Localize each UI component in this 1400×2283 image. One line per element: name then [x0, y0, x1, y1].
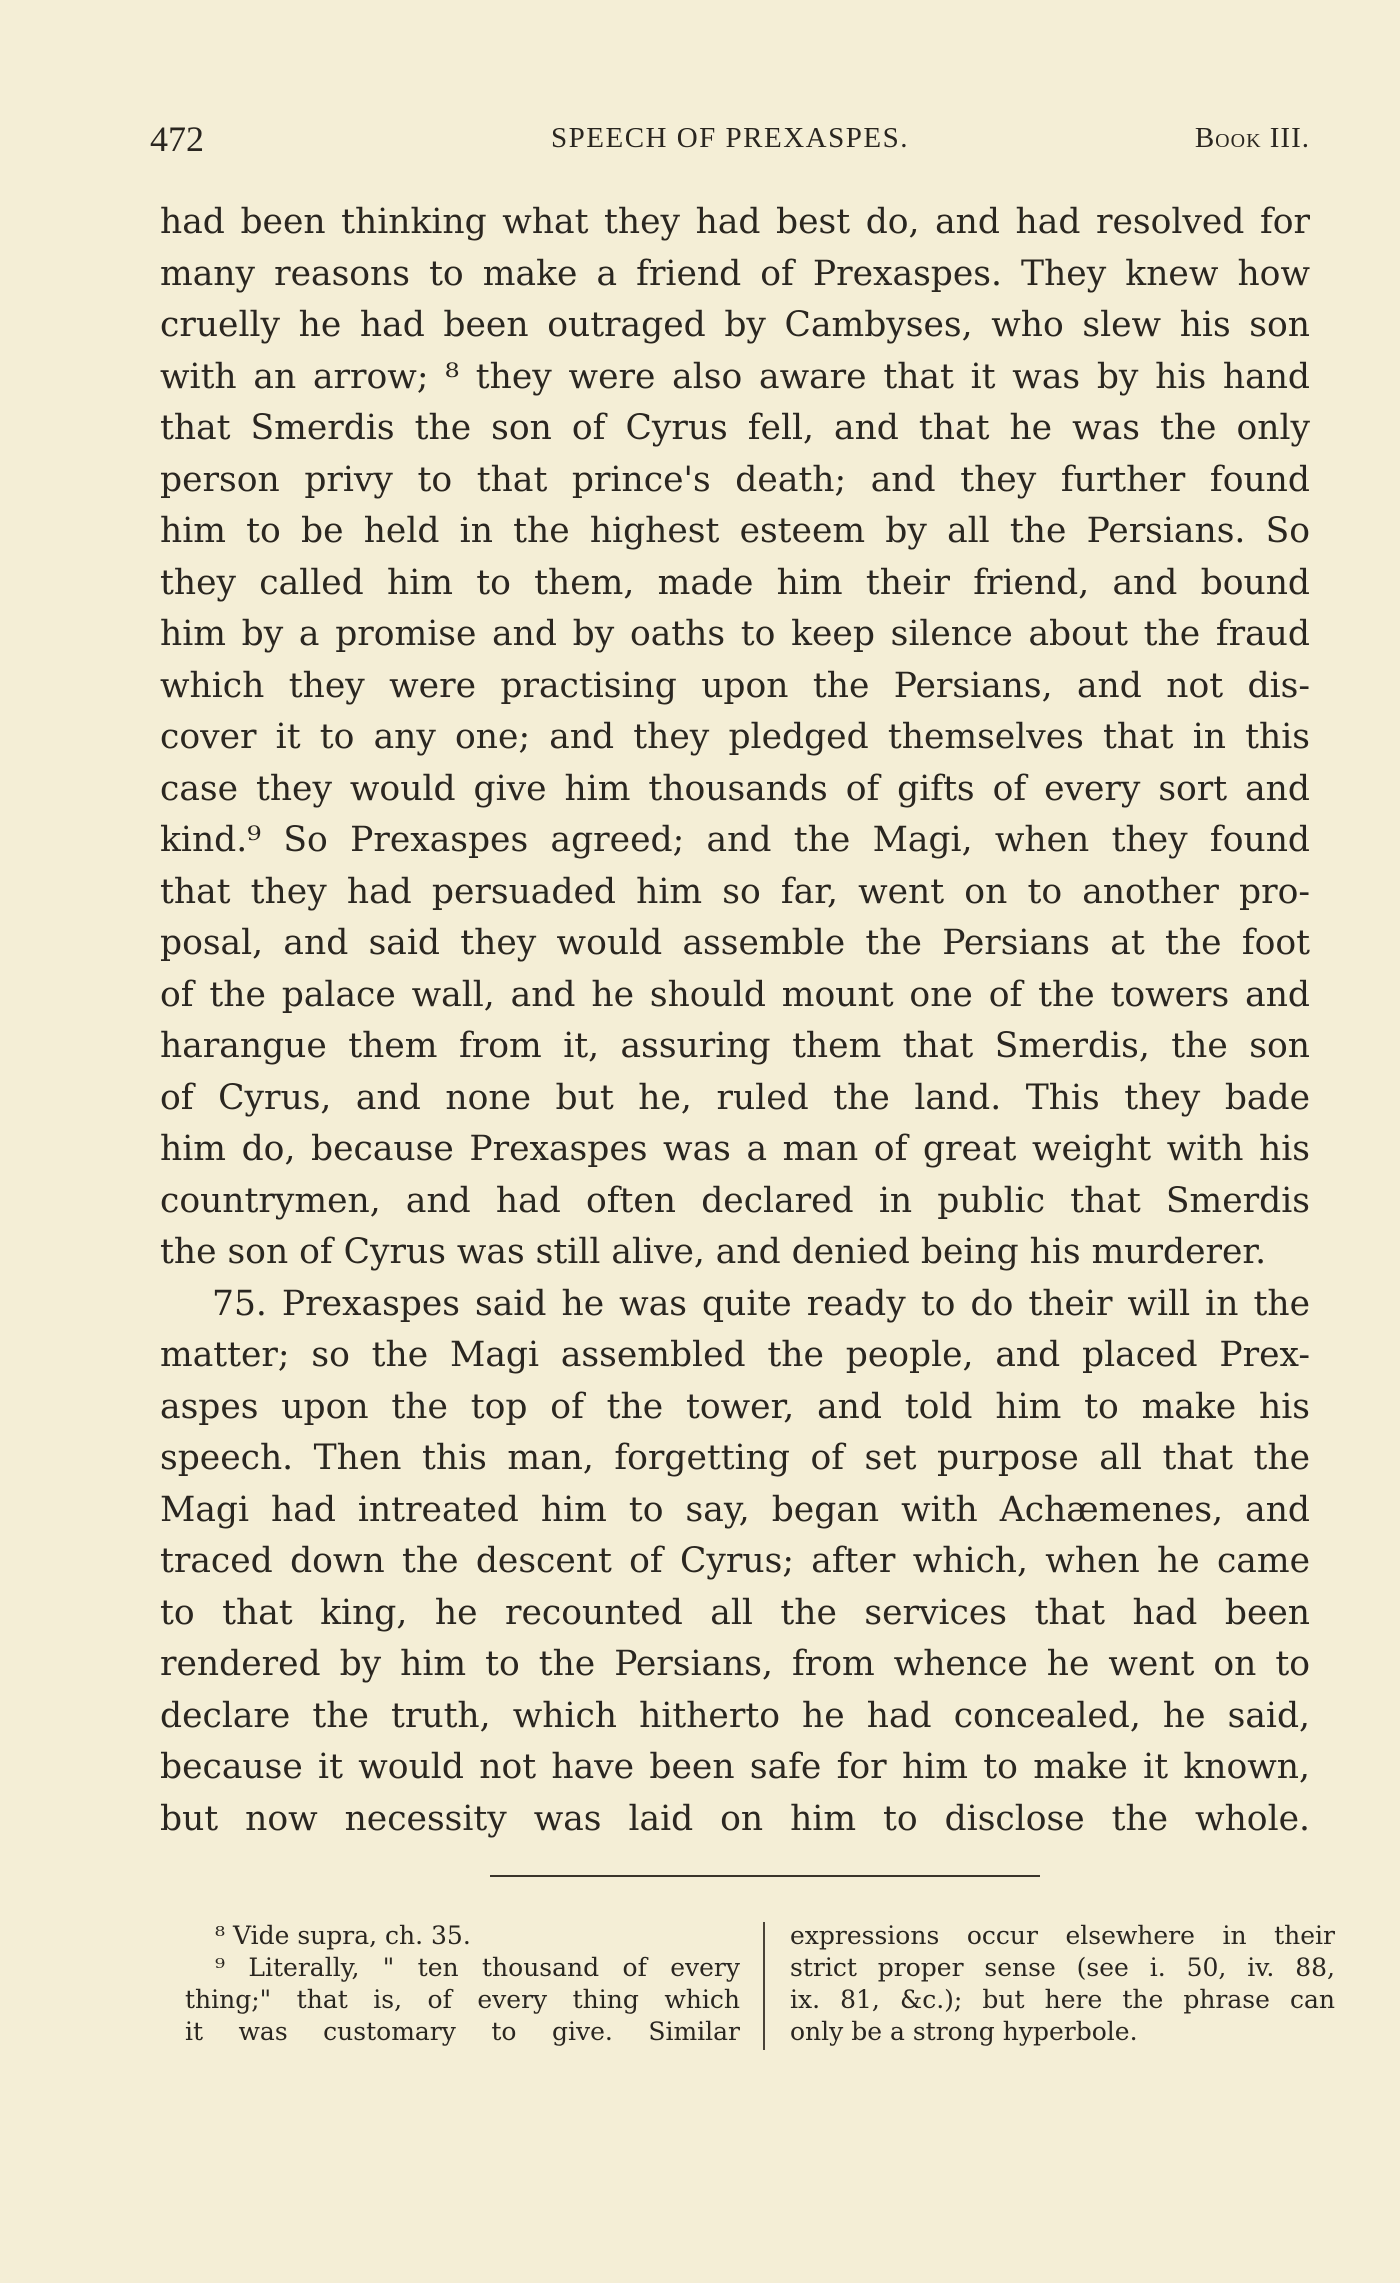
footnote-rule: [490, 1875, 1040, 1877]
body-line: to that king, he recounted all the services that had been: [160, 1592, 1310, 1633]
body-line: matter; so the Magi assembled the people, and placed Prex-: [160, 1335, 1310, 1375]
footnote-line: thing;" that is, of every thing which: [185, 1985, 740, 2014]
footnote-column-right: [790, 1920, 1335, 2048]
running-title: SPEECH OF PREXASPES.: [551, 122, 909, 154]
footnote-line: it was customary to give. Similar: [185, 2017, 740, 2046]
body-line: case they would give him thousands of gifts of every sort and: [160, 768, 1310, 809]
footnote-column-divider: [763, 1922, 765, 2050]
body-line: him by a promise and by oaths to keep silence about the fraud: [160, 614, 1310, 654]
body-line: with an arrow; ⁸ they were also aware that it was by his hand: [160, 356, 1310, 397]
book-label: Book III.: [1194, 122, 1310, 154]
body-line: speech. Then this man, forgetting of set purpose all that the: [160, 1438, 1310, 1478]
body-line: the son of Cyrus was still alive, and denied being his murderer.: [160, 1232, 1267, 1272]
body-line: cruelly he had been outraged by Cambyses, who slew his son: [160, 305, 1310, 345]
body-line: but now necessity was laid on him to disclose the whole.: [160, 1798, 1310, 1839]
body-line: that they had persuaded him so far, went on to another pro-: [160, 871, 1310, 912]
page-header: [150, 118, 1310, 158]
body-line: countrymen, and had often declared in public that Smerdis: [160, 1180, 1310, 1221]
footnote-column-left: [185, 1920, 740, 2048]
body-line: had been thinking what they had best do, and had resolved for: [160, 202, 1310, 242]
body-line: him to be held in the highest esteem by all the Persians. So: [160, 511, 1310, 551]
body-line: cover it to any one; and they pledged themselves that in this: [160, 717, 1310, 757]
footnote-line: ix. 81, &c.); but here the phrase can: [790, 1985, 1335, 2014]
body-line: kind.⁹ So Prexaspes agreed; and the Magi, when they found: [160, 820, 1310, 860]
body-line: person privy to that prince's death; and they further found: [160, 459, 1310, 500]
body-line: Magi had intreated him to say, began with Achæmenes, and: [160, 1489, 1310, 1530]
body-line: they called him to them, made him their friend, and bound: [160, 562, 1310, 603]
body-line: declare the truth, which hitherto he had concealed, he said,: [160, 1695, 1310, 1736]
footnote-line: only be a strong hyperbole.: [790, 2017, 1138, 2046]
footnote-line: strict proper sense (see i. 50, iv. 88,: [790, 1953, 1335, 1982]
footnote-8: ⁸ Vide supra, ch. 35.: [215, 1921, 471, 1950]
body-line: because it would not have been safe for him to make it known,: [160, 1747, 1310, 1787]
body-line: of the palace wall, and he should mount one of the towers and: [160, 974, 1310, 1015]
page-number: 472: [150, 119, 204, 159]
footnote-line: expressions occur elsewhere in their: [790, 1921, 1335, 1950]
body-text: [160, 197, 1310, 1845]
body-line: which they were practising upon the Persians, and not dis-: [160, 665, 1310, 706]
body-line: many reasons to make a friend of Prexaspes. They knew how: [160, 253, 1310, 294]
body-line: rendered by him to the Persians, from whence he went on to: [160, 1644, 1310, 1684]
body-line: him do, because Prexaspes was a man of great weight with his: [160, 1129, 1310, 1169]
body-line: traced down the descent of Cyrus; after which, when he came: [160, 1541, 1310, 1581]
footnote-9: ⁹ Literally, " ten thousand of every: [215, 1953, 740, 1982]
body-line: harangue them from it, assuring them that Smerdis, the son: [160, 1026, 1310, 1066]
body-line: posal, and said they would assemble the Persians at the foot: [160, 923, 1310, 963]
section-75-start: 75. Prexaspes said he was quite ready to do their will in the: [212, 1283, 1310, 1324]
body-line: of Cyrus, and none but he, ruled the land. This they bade: [160, 1077, 1310, 1118]
body-line: that Smerdis the son of Cyrus fell, and that he was the only: [160, 408, 1310, 448]
footnotes: [185, 1920, 1335, 2060]
body-line: aspes upon the top of the tower, and told him to make his: [160, 1386, 1310, 1427]
